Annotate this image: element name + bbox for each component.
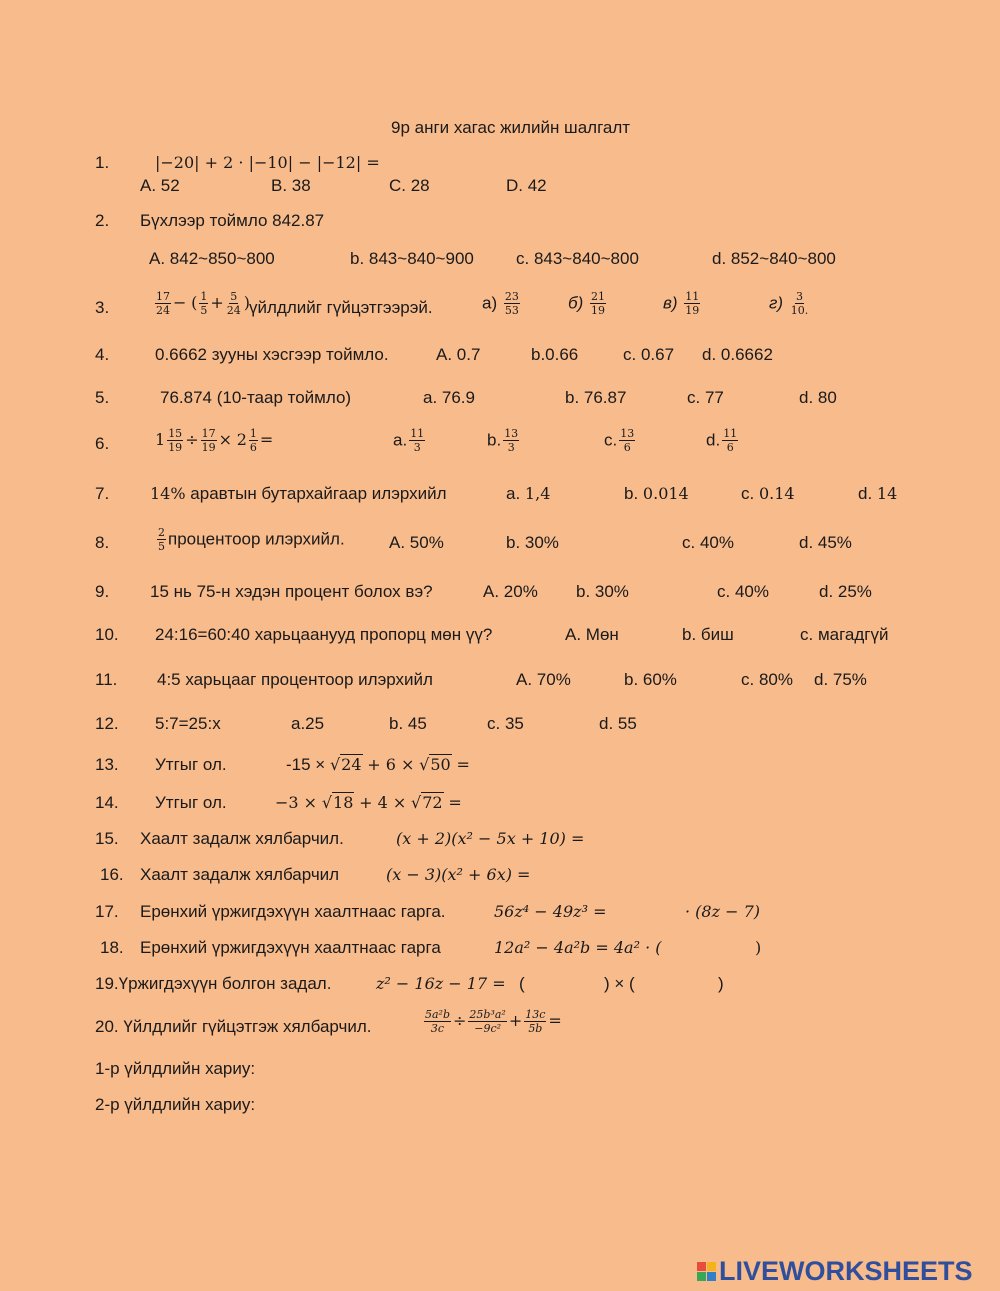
q2-text: Бүхлээр тоймло 842.87 xyxy=(140,211,325,230)
q15-expression: (x + 2)(x² − 5x + 10) = xyxy=(396,829,585,848)
q2-option-a[interactable]: A. 842~850~800 xyxy=(149,249,275,268)
q5-option-c[interactable]: c. 77 xyxy=(687,388,724,407)
q7-option-d[interactable]: d. 14 xyxy=(858,484,898,503)
q1-option-b[interactable]: B. 38 xyxy=(271,176,311,195)
answer-step-2-label: 2-р үйлдлийн хариу: xyxy=(95,1095,256,1114)
q3-option-a[interactable]: а) $\frac{23}{53}$ xyxy=(482,290,519,317)
q4-option-b[interactable]: b.0.66 xyxy=(531,345,579,364)
q6-option-c[interactable]: c. $\frac{13}{6}$ xyxy=(604,427,635,454)
q16-expression: (x − 3)(x² + 6x) = xyxy=(386,865,531,884)
q2-number: 2. xyxy=(95,211,110,230)
q7-option-a[interactable]: a. 1,4 xyxy=(506,484,551,503)
q7-option-c[interactable]: c. 0.14 xyxy=(741,484,795,503)
q5-option-d[interactable]: d. 80 xyxy=(799,388,837,407)
q10-option-b[interactable]: b. биш xyxy=(682,625,734,644)
q2-option-c[interactable]: c. 843~840~800 xyxy=(516,249,639,268)
q12-option-a[interactable]: a.25 xyxy=(291,714,325,733)
q20-text: 20. Үйлдлийг гүйцэтгэж хялбарчил. xyxy=(95,1017,372,1036)
q4-option-c[interactable]: c. 0.67 xyxy=(623,345,675,364)
q19-expression: z² − 16z − 17 = xyxy=(376,974,506,993)
q14-expression: −3 × √18 + 4 × √72 = xyxy=(275,793,462,812)
q7-number: 7. xyxy=(95,484,110,503)
q10-number: 10. xyxy=(95,625,119,644)
q10-text: 24:16=60:40 харьцаанууд пропорц мөн үү? xyxy=(155,625,493,644)
q7-option-b[interactable]: b. 0.014 xyxy=(624,484,689,503)
q11-option-b[interactable]: b. 60% xyxy=(624,670,677,689)
q6-option-b[interactable]: b. $\frac{13}{3}$ xyxy=(487,427,519,454)
q17-text: Ерөнхий үржигдэхүүн хаалтнаас гарга. xyxy=(140,902,446,921)
q3-expression: $\frac{17}{24}$ − ( $\frac{1}{5}$ + $\frac{5}{24}$ ) xyxy=(156,290,251,317)
q18-number: 18. xyxy=(100,938,124,957)
q17-expression: 56z⁴ − 49z³ = xyxy=(494,902,607,921)
q20-expression: $\frac{\text{5a²b}}{3c}$ ÷ $\frac{\text{25b³a²}}{\text{−9c²}}$ + $\frac{13c}{5b}$ = xyxy=(425,1008,562,1035)
q11-option-c[interactable]: c. 80% xyxy=(741,670,793,689)
q5-option-b[interactable]: b. 76.87 xyxy=(565,388,627,407)
q7-text: 14% аравтын бутархайгаар илэрхийл xyxy=(150,484,447,503)
q6-option-d[interactable]: d. $\frac{11}{6}$ xyxy=(706,427,738,454)
q4-text: 0.6662 зууны хэсгээр тоймло. xyxy=(155,345,389,364)
logo-text: LIVEWORKSHEETS xyxy=(719,1255,973,1286)
q17-factor: · (8z − 7) xyxy=(685,902,761,921)
q9-text: 15 нь 75-н хэдэн процент болох вэ? xyxy=(150,582,433,601)
q13-expression: -15 × √24 + 6 × √50 = xyxy=(286,755,470,774)
q19-close-paren: ) xyxy=(718,974,724,993)
q15-text: Хаалт задалж хялбарчил. xyxy=(140,829,344,848)
q8-option-c[interactable]: c. 40% xyxy=(682,533,734,552)
q5-number: 5. xyxy=(95,388,110,407)
q8-option-b[interactable]: b. 30% xyxy=(506,533,559,552)
q18-text: Ерөнхий үржигдэхүүн хаалтнаас гарга xyxy=(140,938,441,957)
q19-times: ) × ( xyxy=(604,974,635,993)
q1-number: 1. xyxy=(95,153,110,172)
q1-option-d[interactable]: D. 42 xyxy=(506,176,547,195)
q6-number: 6. xyxy=(95,434,110,453)
q9-option-c[interactable]: c. 40% xyxy=(717,582,769,601)
q10-option-a[interactable]: A. Мөн xyxy=(565,625,619,644)
q3-text: үйлдлийг гүйцэтгээрэй. xyxy=(249,298,433,317)
q1-option-c[interactable]: C. 28 xyxy=(389,176,430,195)
q4-option-a[interactable]: A. 0.7 xyxy=(436,345,481,364)
q15-number: 15. xyxy=(95,829,119,848)
q12-option-d[interactable]: d. 55 xyxy=(599,714,637,733)
q11-option-d[interactable]: d. 75% xyxy=(814,670,867,689)
q3-option-d[interactable]: г) $\frac{3}{10.}$ xyxy=(769,290,809,317)
q4-option-d[interactable]: d. 0.6662 xyxy=(702,345,773,364)
q17-number: 17. xyxy=(95,902,119,921)
q1-expression: |−20| + 2 · |−10| − |−12| = xyxy=(155,153,380,172)
q3-option-c[interactable]: в) $\frac{11}{19}$ xyxy=(663,290,700,317)
q5-option-a[interactable]: a. 76.9 xyxy=(423,388,475,407)
q9-option-a[interactable]: A. 20% xyxy=(483,582,538,601)
q12-option-b[interactable]: b. 45 xyxy=(389,714,427,733)
q9-option-d[interactable]: d. 25% xyxy=(819,582,872,601)
q8-text: $\frac{2}{5}$ процентоор илэрхийл. xyxy=(158,526,345,553)
q6-option-a[interactable]: a. $\frac{11}{3}$ xyxy=(393,427,425,454)
page-title: 9р анги хагас жилийн шалгалт xyxy=(391,118,631,137)
q16-number: 16. xyxy=(100,865,124,884)
q9-number: 9. xyxy=(95,582,110,601)
q19-open-paren: ( xyxy=(519,974,525,993)
logo-blocks-icon xyxy=(697,1262,716,1281)
q18-close-paren: ) xyxy=(755,938,762,957)
q13-number: 13. xyxy=(95,755,119,774)
q12-option-c[interactable]: c. 35 xyxy=(487,714,524,733)
q18-expression: 12a² − 4a²b = 4a² · ( xyxy=(494,938,662,957)
q3-number: 3. xyxy=(95,298,110,317)
q14-text: Утгыг ол. xyxy=(155,793,227,812)
q16-text: Хаалт задалж хялбарчил xyxy=(140,865,340,884)
q6-expression: 1 $\frac{15}{19}$ ÷ $\frac{17}{19}$ × 2 $\frac{1}{6}$ = xyxy=(155,427,274,454)
q11-number: 11. xyxy=(95,670,118,689)
q19-text: 19.Үржигдэхүүн болгон задал. xyxy=(95,974,332,993)
q12-text: 5:7=25:x xyxy=(155,714,221,733)
q5-text: 76.874 (10-таар тоймло) xyxy=(160,388,352,407)
q8-number: 8. xyxy=(95,533,110,552)
liveworksheets-logo xyxy=(697,1256,973,1286)
q8-option-d[interactable]: d. 45% xyxy=(799,533,852,552)
q13-text: Утгыг ол. xyxy=(155,755,227,774)
q2-option-d[interactable]: d. 852~840~800 xyxy=(712,249,836,268)
q11-text: 4:5 харьцааг процентоор илэрхийл xyxy=(157,670,433,689)
q4-number: 4. xyxy=(95,345,110,364)
q10-option-c[interactable]: c. магадгүй xyxy=(800,625,889,644)
q1-option-a[interactable]: A. 52 xyxy=(140,176,180,195)
answer-step-1-label: 1-р үйлдлийн хариу: xyxy=(95,1059,256,1078)
q8-option-a[interactable]: A. 50% xyxy=(389,533,444,552)
q3-option-b[interactable]: б) $\frac{21}{19}$ xyxy=(568,290,605,317)
q2-option-b[interactable]: b. 843~840~900 xyxy=(350,249,474,268)
q14-number: 14. xyxy=(95,793,119,812)
q12-number: 12. xyxy=(95,714,119,733)
q11-option-a[interactable]: A. 70% xyxy=(516,670,571,689)
q9-option-b[interactable]: b. 30% xyxy=(576,582,629,601)
